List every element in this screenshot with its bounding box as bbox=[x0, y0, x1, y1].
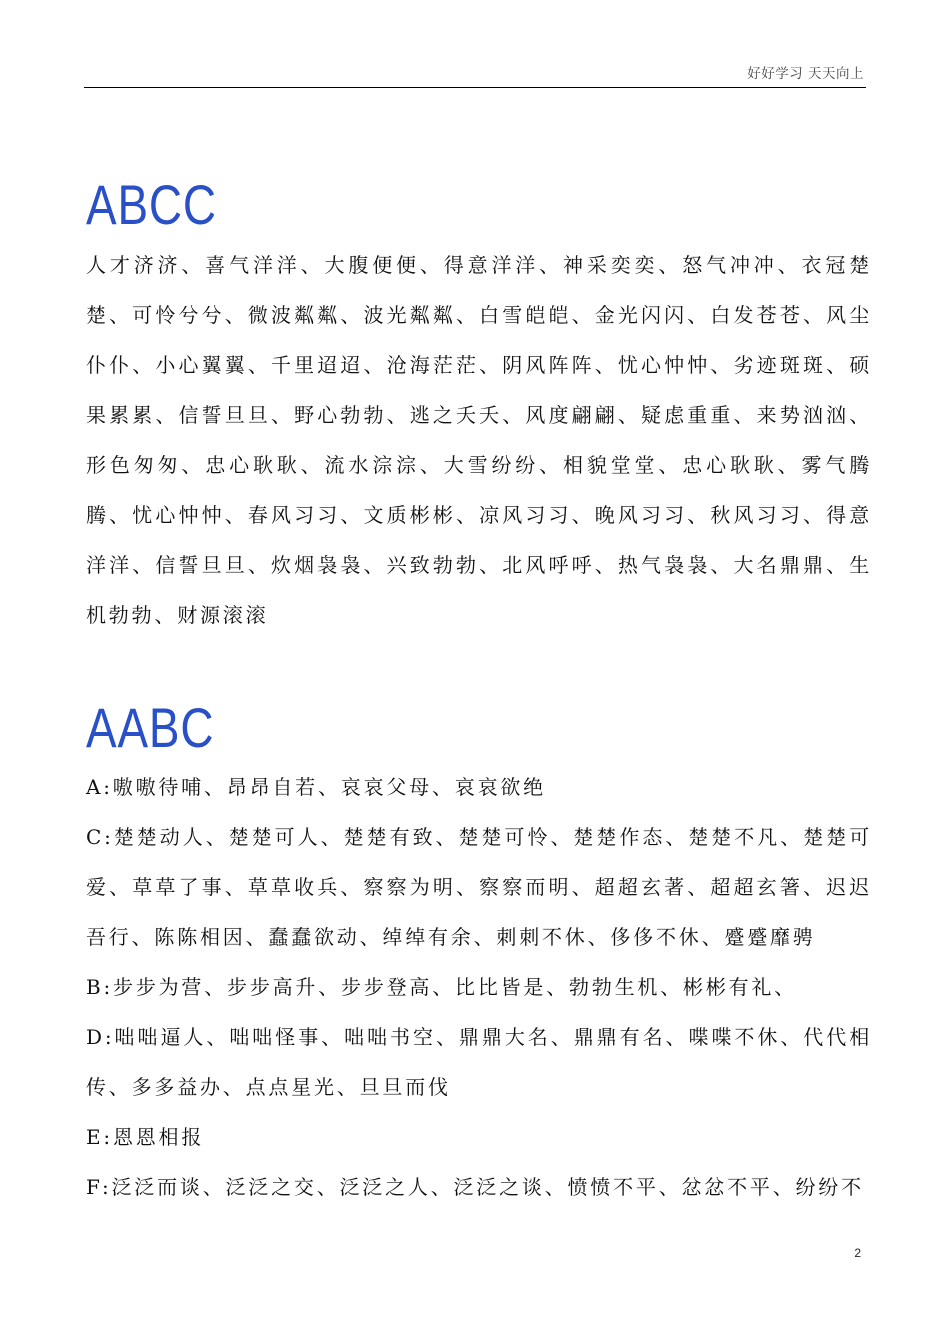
aabc-line-d: D:咄咄逼人、咄咄怪事、咄咄书空、鼎鼎大名、鼎鼎有名、喋喋不休、代代相传、多多益办、点点星光、旦旦而伐 bbox=[86, 1025, 872, 1099]
section-heading-abcc: ABCC bbox=[86, 173, 217, 236]
section-heading-aabc: AABC bbox=[86, 696, 215, 759]
aabc-line-e: E:恩恩相报 bbox=[86, 1125, 205, 1149]
aabc-line-a: A:嗷嗷待哺、昂昂自若、哀哀父母、哀哀欲绝 bbox=[86, 775, 546, 799]
running-header: 好好学习 天天向上 bbox=[747, 66, 864, 82]
header-divider bbox=[84, 87, 866, 88]
aabc-line-f: F:泛泛而谈、泛泛之交、泛泛之人、泛泛之谈、愤愤不平、忿忿不平、纷纷不 bbox=[86, 1175, 864, 1199]
aabc-line-c: C:楚楚动人、楚楚可人、楚楚有致、楚楚可怜、楚楚作态、楚楚不凡、楚楚可爱、草草了事、草草收兵、察察为明、察察而明、超超玄著、超超玄箸、迟迟吾行、陈陈相因、蠢蠢欲动、绰绰有余、刺刺不休、侈侈不休、蹙蹙靡骋 bbox=[86, 825, 872, 949]
aabc-idiom-list bbox=[86, 762, 872, 1212]
page-number: 2 bbox=[854, 1246, 861, 1260]
aabc-line-b: B:步步为营、步步高升、步步登高、比比皆是、勃勃生机、彬彬有礼、 bbox=[86, 975, 798, 999]
abcc-idiom-paragraph: 人才济济、喜气洋洋、大腹便便、得意洋洋、神采奕奕、怒气冲冲、衣冠楚楚、可怜兮兮、微波粼粼、波光粼粼、白雪皑皑、金光闪闪、白发苍苍、风尘仆仆、小心翼翼、千里迢迢、沧海茫茫、阴风阵阵、忧心忡忡、劣迹斑斑、硕果累累、信誓旦旦、野心勃勃、逃之夭夭、风度翩翩、疑虑重重、来势汹汹、形色匆匆、忠心耿耿、流水淙淙、大雪纷纷、相貌堂堂、忠心耿耿、雾气腾腾、忧心忡忡、春风习习、文质彬彬、凉风习习、晚风习习、秋风习习、得意洋洋、信誓旦旦、炊烟袅袅、兴致勃勃、北风呼呼、热气袅袅、大名鼎鼎、生机勃勃、财源滚滚 bbox=[86, 253, 872, 627]
